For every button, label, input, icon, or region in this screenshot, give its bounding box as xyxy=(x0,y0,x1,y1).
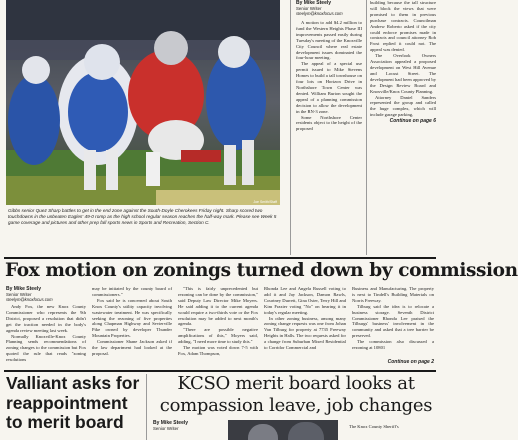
main-story-column-4 xyxy=(264,286,346,364)
paragraph: Rhonda Lee and Angela Russell voting to add it and Jay Jackson, Damon Rawls, Courtney Durrett, Gina Oster, Terry Hill and Kim Frazier voting "No" on hearing it in today's regular meeting. xyxy=(264,286,346,315)
paragraph: In other zoning business, among many zoning change requests was one from Johan Van Tilburg for property at 7735 Freeway Heights in Halls. The two requests asked for a change from Suburban Mixed Residential to Corridor Commercial and xyxy=(264,315,346,351)
continued-link[interactable]: Continue on page 2 xyxy=(387,359,434,365)
paragraph: Tilburg said the idea is to relocate a business storage. Seventh District Commissioner Rhonda Lee praised the Tilburgs' business' involvement in the community and asked that a tree barrier be preserved. xyxy=(352,303,434,339)
main-story-column-2 xyxy=(92,286,172,364)
byline-email: steelym@knoxfocus.com xyxy=(6,297,53,302)
paragraph: A motion to add $4.2 million to fund the Western Heights Phase III improvements passed easily during Tuesday's meeting of the Knoxville City Council where real estate development issues dominated the four-hour meeting. xyxy=(296,20,362,61)
byline-name: By Mike Steely xyxy=(6,286,42,292)
football-play-image xyxy=(6,0,280,205)
photo-caption: Gibbs senior Quez Sharp battles to get in the end zone against the South-Doyle Cherokees Friday night. Sharp scored two touchdowns in the unbeaten Eagles' 49-0 romp as the high school regular season reaches the half-way mark. Please see Week 5 game coverage and pictures and other prep fall sports news in Sports and Recreation, Section C. xyxy=(8,208,277,225)
main-story-column-3 xyxy=(178,286,258,364)
story-top-column-2 xyxy=(370,0,436,124)
main-story-column-5 xyxy=(352,286,434,358)
story-top-column-1 xyxy=(296,0,362,132)
bottom-right-body: The Knox County Sheriff's xyxy=(349,424,399,429)
paragraph: The motion was voted down 7-5 with Fox, Adam Thompson, xyxy=(178,345,258,356)
byline-email: steelym@knoxfocus.com xyxy=(296,11,343,16)
paragraph: The Overlook Owners Association appealed a proposed development on West Hill Avenue and Locust Street. The development had been approved by the Design Review Board and Knoxville/Knox County Planning. xyxy=(370,53,436,94)
photo-credit: Joe Smith/Staff xyxy=(253,200,277,204)
byline-role: Senior Writer xyxy=(296,6,322,11)
headline-line: to merit board xyxy=(6,412,124,432)
paragraph: The commission also discussed a rezoning at 10801 xyxy=(352,339,434,351)
paragraph: Business and Manufacturing. The property is next to Tindell's Building Materials on Norris Freeway. xyxy=(352,286,434,303)
headline-line: KCSO merit board looks at xyxy=(177,373,415,394)
bottom-left-headline xyxy=(6,374,146,433)
main-story-column-1 xyxy=(6,304,86,364)
paragraph: Andy Fox, the new Knox County Commissioner who represents the 9th District, proposed a resolution that didn't get the traction needed in the body's agenda review meeting last week. xyxy=(6,304,86,333)
paragraph: Commissioner Shane Jackson asked if the law department had looked at the proposal. xyxy=(92,339,172,356)
headline-line: reappointment xyxy=(6,392,128,413)
paragraph: building because the tall structure will block the views that were promised to them in previous purchase contracts. Councilman Andrew Roberto asked if the city could enforce promises made in contracts and council attorney Rob Frost replied it could not. The appeal was denied. xyxy=(370,0,436,53)
paragraph: Normally Knoxville-Knox County Planning sends recommendations of zoning changes to the commission but Fox quoted the rule that reads "zoning resolutions xyxy=(6,333,86,363)
headline-line: compassion leave, job changes xyxy=(159,395,433,416)
paragraph: The appeal of a special use permit issued to Mike Stevens Homes to build a tall townhouse on four lots on Horizon Drive in Northshore Town Center was denied. William Burton sought the appeal of a planning commission decision to allow the development in the RN-3 zone. xyxy=(296,61,362,114)
main-headline: Fox motion on zonings turned down by commission xyxy=(5,260,518,281)
byline-name: By Mike Steely xyxy=(296,0,332,6)
paragraph: may be initiated by the county board of commissioners." xyxy=(92,286,172,297)
continued-link[interactable]: Continue on page 6 xyxy=(389,118,436,125)
paragraph: "There are possible negative amplifications of this," Moyers said, adding, "I need more time to study this." xyxy=(178,327,258,345)
paragraph: Fox said he is concerned about South Knox County's utility capacity involving wastewater treatment. He was specifically seeking the rezoning of five properties along Chapman Highway and Sevierville Pike owned by developer Thunder Mountain Properties. xyxy=(92,297,172,339)
paragraph: Attorney Daniel Sanders represented the group and called the huge complex, which will include garage parking, xyxy=(370,94,436,118)
paragraph: Some Northshore Center residents object to the height of the proposed xyxy=(296,114,362,132)
byline-name: By Mike Steely xyxy=(153,420,189,426)
paragraph: "This is fairly unprecedented but rezoning can be done by the commission," said Deputy Law Director Mike Moyers. He said adding it to the current agenda would require a two-thirds vote or the Fox resolution may be added to next month's agenda. xyxy=(178,286,258,327)
bottom-right-headline xyxy=(153,373,439,417)
byline-role: Senior Writer xyxy=(153,426,179,431)
byline-role: Senior Writer xyxy=(6,292,32,297)
sports-photo xyxy=(6,0,280,205)
headline-line: Valliant asks for xyxy=(6,373,140,393)
bottom-photo xyxy=(228,420,338,440)
